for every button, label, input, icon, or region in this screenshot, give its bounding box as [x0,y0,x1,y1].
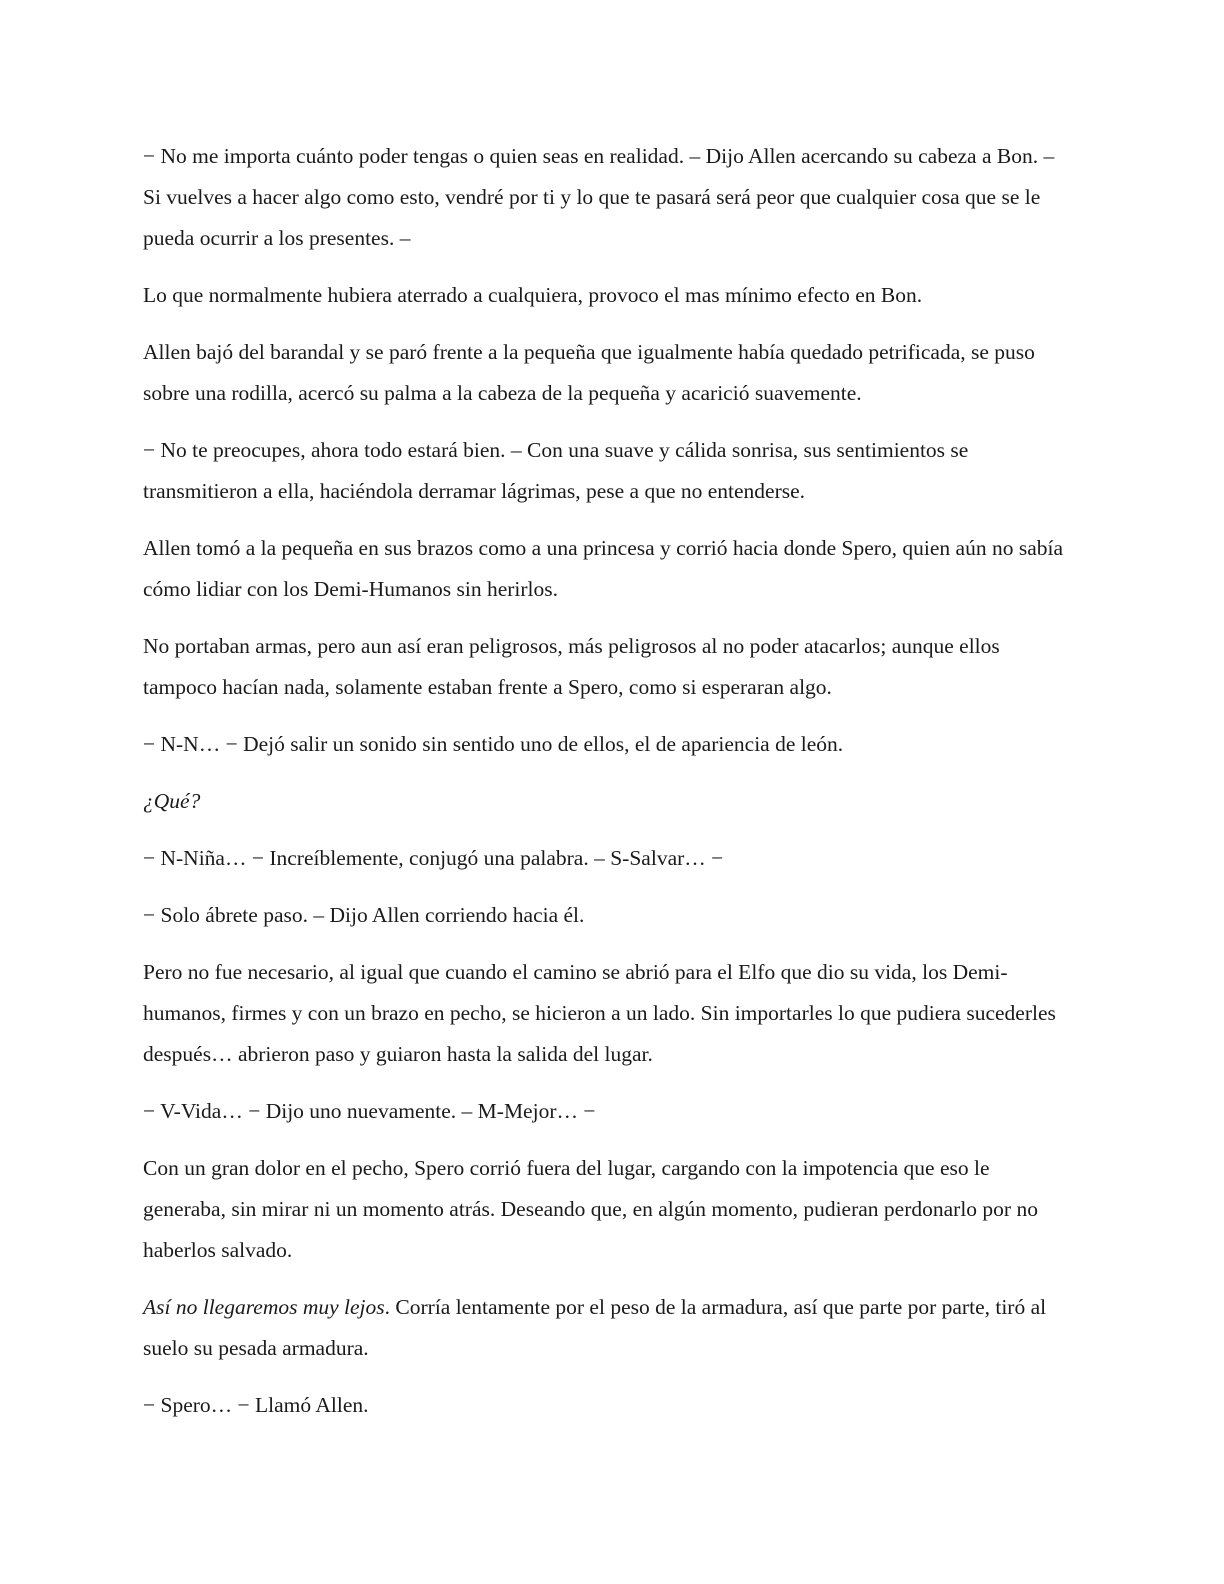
paragraph-text: Allen bajó del barandal y se paró frente a la pequeña que igualmente había quedado petrificada, se puso sobre una rodilla, acercó su palma a la cabeza de la pequeña y acarició suavemente. [143,340,1035,405]
paragraph [143,136,1073,259]
document-page [143,136,1073,1442]
paragraph [143,275,1073,316]
paragraph [143,626,1073,708]
paragraph [143,430,1073,512]
paragraph [143,724,1073,765]
paragraph [143,1287,1073,1369]
paragraph-text: − Spero… − Llamó Allen. [143,1393,369,1417]
paragraph-text: − N-Niña… − Increíblemente, conjugó una palabra. – S-Salvar… − [143,846,724,870]
paragraph-text: No portaban armas, pero aun así eran peligrosos, más peligrosos al no poder atacarlos; aunque ellos tampoco hacían nada, solamente estaban frente a Spero, como si esperaran algo. [143,634,1000,699]
paragraph-text: Lo que normalmente hubiera aterrado a cualquiera, provoco el mas mínimo efecto en Bon. [143,283,923,307]
paragraph-text: − N-N… − Dejó salir un sonido sin sentido uno de ellos, el de apariencia de león. [143,732,844,756]
paragraph-text: − V-Vida… − Dijo uno nuevamente. – M-Mejor… − [143,1099,596,1123]
paragraph-text: − No te preocupes, ahora todo estará bien. – Con una suave y cálida sonrisa, sus sentimientos se transmitieron a ella, haciéndola derramar lágrimas, pese a que no entenderse. [143,438,969,503]
paragraph-text: Pero no fue necesario, al igual que cuando el camino se abrió para el Elfo que dio su vida, los Demi-humanos, firmes y con un brazo en pecho, se hicieron a un lado. Sin importarles lo que pudiera sucederles después… abrieron paso y guiaron hasta la salida del lugar. [143,960,1056,1066]
italic-text: Así no llegaremos muy lejos [143,1295,385,1319]
paragraph [143,895,1073,936]
paragraph-text: − No me importa cuánto poder tengas o quien seas en realidad. – Dijo Allen acercando su cabeza a Bon. – Si vuelves a hacer algo como esto, vendré por ti y lo que te pasará será peor que cualquier cosa que se le pueda ocurrir a los presentes. – [143,144,1055,250]
paragraph-text: . Corría lentamente por el peso de la armadura, así que parte por parte, tiró al suelo su pesada armadura. [143,1295,1047,1360]
paragraph [143,1148,1073,1271]
paragraph-text: Allen tomó a la pequeña en sus brazos como a una princesa y corrió hacia donde Spero, quien aún no sabía cómo lidiar con los Demi-Humanos sin herirlos. [143,536,1064,601]
paragraph [143,1385,1073,1426]
paragraph [143,838,1073,879]
paragraph [143,528,1073,610]
paragraph [143,952,1073,1075]
italic-text: ¿Qué? [143,789,201,813]
paragraph-text: − Solo ábrete paso. – Dijo Allen corriendo hacia él. [143,903,585,927]
paragraph [143,332,1073,414]
paragraph [143,781,1073,822]
paragraph [143,1091,1073,1132]
paragraph-text: Con un gran dolor en el pecho, Spero corrió fuera del lugar, cargando con la impotencia que eso le generaba, sin mirar ni un momento atrás. Deseando que, en algún momento, pudieran perdonarlo por no haberlos salvado. [143,1156,1038,1262]
